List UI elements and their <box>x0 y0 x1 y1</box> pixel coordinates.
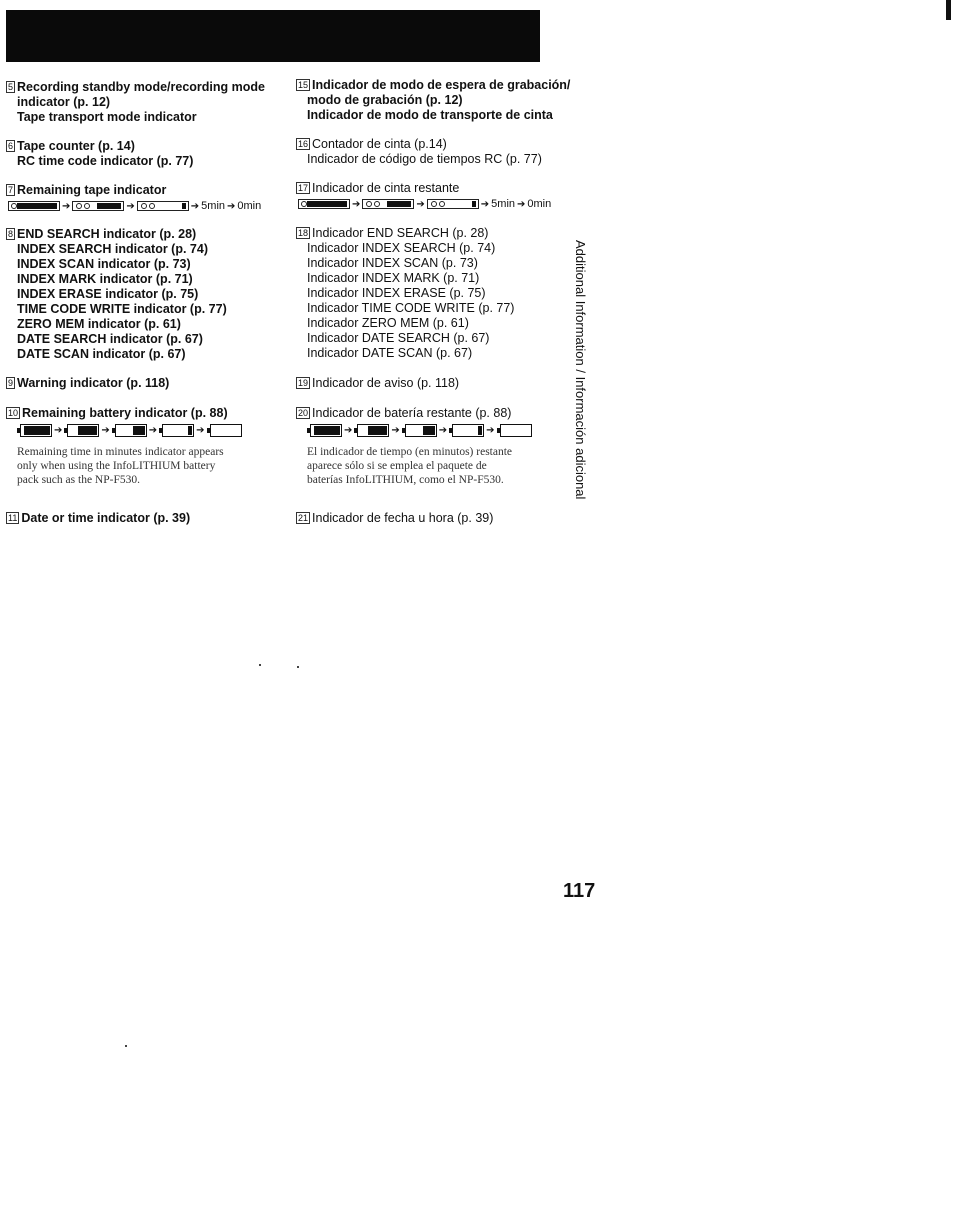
tape-cassette-icon <box>72 201 124 211</box>
item-text: Indicador DATE SCAN (p. 67) <box>307 346 473 360</box>
note-line: baterías InfoLITHIUM, como el NP-F530. <box>307 474 504 486</box>
tape-cassette-icon <box>298 199 350 209</box>
arrow-icon: ➔ <box>101 424 110 436</box>
item-text: Date or time indicator (p. 39) <box>21 511 191 525</box>
arrow-icon: ➔ <box>62 200 71 212</box>
item-number: 15 <box>298 80 309 90</box>
item-text: Indicador de modo de espera de grabación/ <box>312 78 571 92</box>
arrow-icon: ➔ <box>227 200 236 212</box>
item-18 <box>296 226 566 361</box>
item-text: modo de grabación (p. 12) <box>307 93 463 107</box>
item-text: Remaining tape indicator <box>17 183 167 197</box>
item-text: Indicador INDEX SCAN (p. 73) <box>307 256 478 270</box>
item-text: Indicador de cinta restante <box>312 181 460 195</box>
item-number: 18 <box>298 228 309 238</box>
item-text: INDEX SCAN indicator (p. 73) <box>17 257 191 271</box>
item-17 <box>296 181 566 212</box>
arrow-icon: ➔ <box>196 424 205 436</box>
item-9 <box>6 376 268 391</box>
item-number: 17 <box>298 183 309 193</box>
item-text: Recording standby mode/recording mode <box>17 80 265 94</box>
tape-cassette-icon <box>427 199 479 209</box>
item-20 <box>296 406 566 487</box>
item-text: Remaining battery indicator (p. 88) <box>22 406 228 420</box>
edge-mark <box>946 0 951 20</box>
battery-low-icon <box>452 424 484 437</box>
note-line: Remaining time in minutes indicator appears <box>17 446 224 458</box>
battery-three-quarter-icon <box>67 424 99 437</box>
item-text: indicator (p. 12) <box>17 95 111 109</box>
min-label-flashing: 0min <box>527 197 552 210</box>
arrow-icon: ➔ <box>344 424 353 436</box>
item-number: 19 <box>298 378 309 388</box>
item-number: 5 <box>8 82 14 92</box>
item-text: Warning indicator (p. 118) <box>17 376 170 390</box>
page-number: 117 <box>563 880 596 902</box>
item-number: 16 <box>298 139 309 149</box>
item-text: TIME CODE WRITE indicator (p. 77) <box>17 302 227 316</box>
battery-sequence <box>6 421 268 439</box>
item-text: Indicador DATE SEARCH (p. 67) <box>307 331 490 345</box>
item-8 <box>6 227 268 362</box>
tape-cassette-icon <box>137 201 189 211</box>
item-text: RC time code indicator (p. 77) <box>17 154 194 168</box>
item-text: Indicador INDEX ERASE (p. 75) <box>307 286 486 300</box>
remaining-tape-sequence <box>296 196 566 212</box>
item-text: Indicador de aviso (p. 118) <box>312 376 460 390</box>
item-11 <box>6 511 268 526</box>
item-7 <box>6 183 268 214</box>
item-text: Contador de cinta (p.14) <box>312 137 447 151</box>
item-text: INDEX MARK indicator (p. 71) <box>17 272 193 286</box>
arrow-icon: ➔ <box>126 200 135 212</box>
item-number: 20 <box>298 408 309 418</box>
item-number: 21 <box>298 513 309 523</box>
note-line: El indicador de tiempo (en minutos) restante <box>307 446 513 458</box>
tape-cassette-icon <box>362 199 414 209</box>
item-text: DATE SEARCH indicator (p. 67) <box>17 332 203 346</box>
item-15 <box>296 78 571 123</box>
arrow-icon: ➔ <box>486 424 495 436</box>
item-text: INDEX SEARCH indicator (p. 74) <box>17 242 208 256</box>
item-text: INDEX ERASE indicator (p. 75) <box>17 287 199 301</box>
min-label: 5min <box>491 197 516 210</box>
scan-speck <box>259 664 261 666</box>
battery-full-icon <box>310 424 342 437</box>
arrow-icon: ➔ <box>438 424 448 436</box>
item-19 <box>296 376 566 391</box>
item-number: 11 <box>8 513 18 523</box>
item-number: 10 <box>8 408 19 418</box>
item-number: 6 <box>8 141 14 151</box>
scan-speck <box>297 666 299 668</box>
note-line: aparece sólo si se emplea el paquete de <box>307 460 487 472</box>
item-number: 8 <box>8 229 14 239</box>
item-6 <box>6 139 268 169</box>
battery-sequence <box>296 421 566 439</box>
arrow-icon: ➔ <box>190 200 200 212</box>
min-label: 5min <box>201 199 226 212</box>
battery-full-icon <box>20 424 52 437</box>
arrow-icon: ➔ <box>416 198 425 210</box>
item-text: Indicador ZERO MEM (p. 61) <box>307 316 469 330</box>
item-text: END SEARCH indicator (p. 28) <box>17 227 197 241</box>
item-text: Indicador de fecha u hora (p. 39) <box>312 511 494 525</box>
item-text: Indicador INDEX SEARCH (p. 74) <box>307 241 496 255</box>
item-5 <box>6 80 268 125</box>
item-text: Tape counter (p. 14) <box>17 139 135 153</box>
item-text: Indicador INDEX MARK (p. 71) <box>307 271 480 285</box>
item-text: Indicador de código de tiempos RC (p. 77) <box>307 152 542 166</box>
battery-empty-icon <box>500 424 532 437</box>
item-16 <box>296 137 566 167</box>
battery-low-icon <box>162 424 194 437</box>
header-bar <box>6 10 540 62</box>
item-text: DATE SCAN indicator (p. 67) <box>17 347 186 361</box>
battery-half-icon <box>115 424 147 437</box>
scan-speck <box>125 1045 127 1047</box>
item-text: Indicador TIME CODE WRITE (p. 77) <box>307 301 515 315</box>
battery-empty-icon <box>210 424 242 437</box>
item-text: Tape transport mode indicator <box>17 110 197 124</box>
item-text: ZERO MEM indicator (p. 61) <box>17 317 181 331</box>
tape-cassette-icon <box>8 201 60 211</box>
arrow-icon: ➔ <box>54 424 63 436</box>
item-10 <box>6 406 268 487</box>
battery-half-icon <box>405 424 437 437</box>
arrow-icon: ➔ <box>517 198 526 210</box>
item-number: 7 <box>8 185 14 195</box>
note-line: only when using the InfoLITHIUM battery <box>17 460 216 472</box>
item-text: Indicador de modo de transporte de cinta <box>307 108 553 122</box>
note-line: pack such as the NP-F530. <box>17 474 140 486</box>
item-21 <box>296 511 566 526</box>
item-number: 9 <box>8 378 14 388</box>
arrow-icon: ➔ <box>391 424 400 436</box>
battery-three-quarter-icon <box>357 424 389 437</box>
min-label-flashing: 0min <box>237 199 262 212</box>
item-text: Indicador END SEARCH (p. 28) <box>312 226 489 240</box>
battery-note <box>6 445 267 487</box>
battery-note <box>296 445 557 487</box>
side-section-label: Additional Information / Información adicional <box>573 240 588 500</box>
arrow-icon: ➔ <box>148 424 158 436</box>
arrow-icon: ➔ <box>352 198 361 210</box>
remaining-tape-sequence <box>6 198 268 214</box>
arrow-icon: ➔ <box>480 198 490 210</box>
item-text: Indicador de batería restante (p. 88) <box>312 406 512 420</box>
